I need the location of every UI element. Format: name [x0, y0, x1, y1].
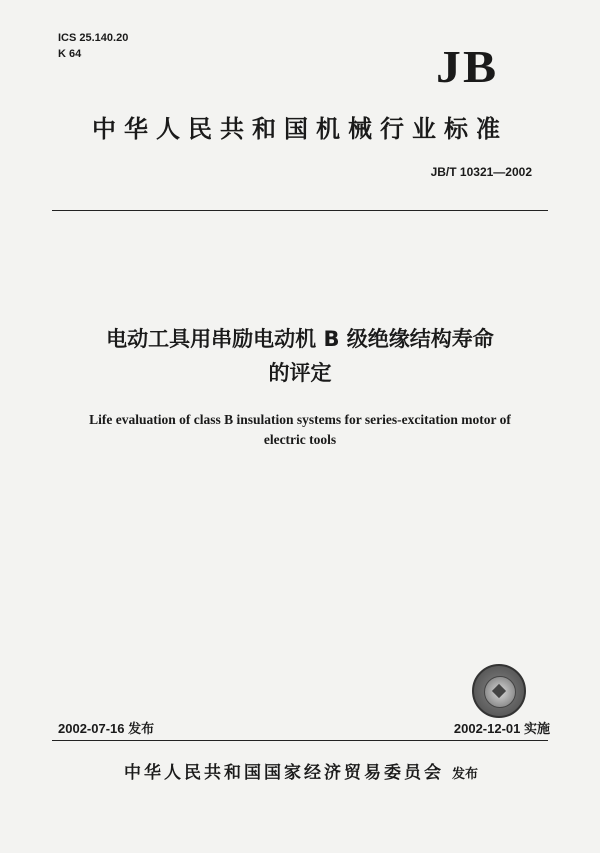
- standard-number: JB/T 10321—2002: [430, 165, 532, 179]
- english-title-line-1: Life evaluation of class B insulation systems for series-excitation motor of: [89, 412, 511, 427]
- issuer-name: 中华人民共和国国家经济贸易委员会: [123, 763, 444, 783]
- chinese-title-line-1: 电动工具用串励电动机 B 级绝缘结构寿命: [106, 327, 494, 351]
- official-seal-icon: [472, 664, 526, 718]
- class-code: K 64: [58, 48, 82, 60]
- jb-logo: JB: [436, 41, 499, 92]
- bottom-divider: [52, 740, 548, 741]
- seal-core-mark: [492, 684, 506, 698]
- classification-block: [58, 30, 128, 62]
- chinese-title: [40, 322, 560, 390]
- issuing-authority: [56, 758, 546, 783]
- english-title: [40, 410, 560, 450]
- implementation-date: 2002-12-01 实施: [453, 721, 550, 736]
- standard-type-title: 中华人民共和国机械行业标准: [92, 115, 508, 143]
- chinese-title-line-2: 的评定: [268, 361, 332, 385]
- ics-code: ICS 25.140.20: [58, 32, 129, 44]
- english-title-line-2: electric tools: [263, 432, 337, 447]
- seal-inner-emblem: [484, 676, 516, 708]
- issuer-suffix: 发布: [451, 767, 478, 782]
- issue-date: 2002-07-16 发布: [58, 721, 155, 736]
- top-divider: [52, 210, 548, 211]
